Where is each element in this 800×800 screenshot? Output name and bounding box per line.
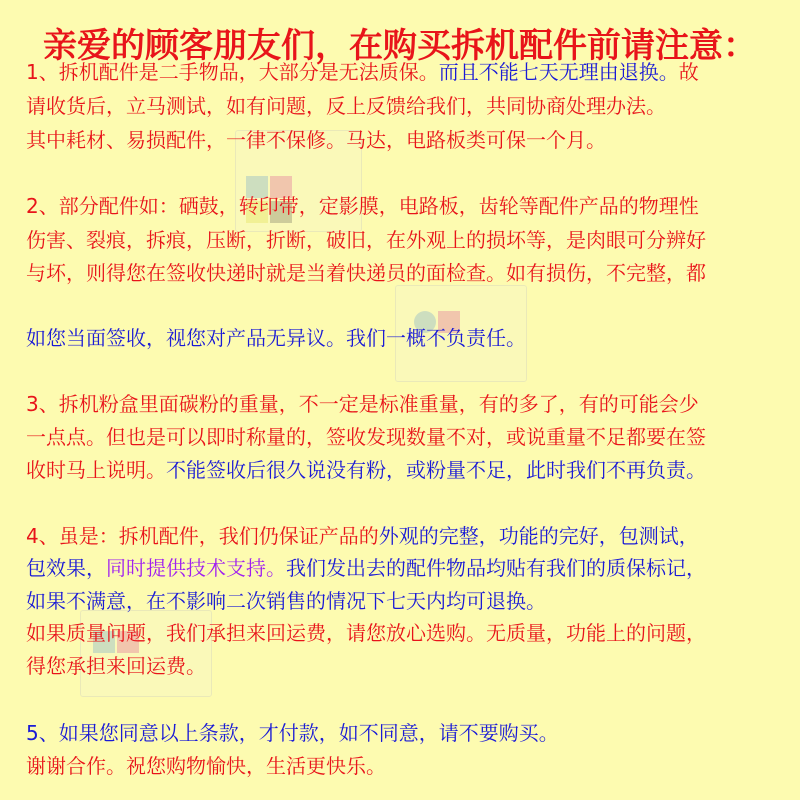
notice-line <box>26 325 790 351</box>
notice-text-segment: 5、如果您同意以上条款，才付款，如不同意，请不要购买。 <box>26 721 559 745</box>
notice-text-segment: 故 <box>678 60 699 84</box>
notice-text-segment: 1、拆机配件是二手物品，大部分是无法质保。 <box>26 60 439 84</box>
notice-line <box>26 93 790 119</box>
notice-line <box>26 555 790 581</box>
notice-text-segment: 不能签收后很久说没有粉，或粉量不足，此时我们不再负责。 <box>166 458 706 482</box>
notice-line <box>26 457 790 483</box>
notice-line <box>26 588 790 614</box>
notice-text-segment: 3、拆机粉盒里面碳粉的重量，不一定是标准重量，有的多了，有的可能会少 <box>26 392 699 416</box>
notice-text-segment: 其中耗材、易损配件，一律不保修。马达，电路板类可保一个月。 <box>26 128 606 152</box>
notice-line <box>26 127 790 153</box>
notice-text-segment: 请收货后，立马测试，如有问题，反上反馈给我们，共同协商处理办法。 <box>26 94 666 118</box>
notice-text-segment: 收时马上说明。 <box>26 458 166 482</box>
notice-text-segment: 我们发出去的配件物品均贴有我们的质保标记， <box>286 556 706 580</box>
notice-text-segment: 与坏，则得您在签收快递时就是当着快递员的面检查。如有损伤，不完整，都 <box>26 261 706 285</box>
page-title: 亲爱的顾客朋友们，在购买拆机配件前请注意： <box>43 26 757 66</box>
notice-text-segment: 如您当面签收，视您对产品无异议。我们一概不负责任。 <box>26 326 526 350</box>
notice-text-segment: 4、虽是：拆机配件，我们仍保证产品的 <box>26 524 379 548</box>
notice-text-segment: 同时提供技术支持。 <box>106 556 286 580</box>
notice-line <box>26 391 790 417</box>
notice-text-segment: 2、部分配件如：硒鼓，转印带，定影膜，电路板，齿轮等配件产品的物理性 <box>26 194 699 218</box>
notice-text-segment: 外观的完整，功能的完好，包测试， <box>378 524 699 548</box>
notice-line <box>26 193 790 219</box>
notice-line <box>26 753 790 779</box>
notice-line <box>26 620 790 646</box>
notice-line <box>26 260 790 286</box>
notice-text-segment: 如果质量问题，我们承担来回运费，请您放心选购。无质量，功能上的问题， <box>26 621 706 645</box>
notice-text-segment: 谢谢合作。祝您购物愉快，生活更快乐。 <box>26 754 386 778</box>
notice-line <box>26 59 790 85</box>
notice-line <box>26 523 790 549</box>
notice-text-segment: 而且不能七天无理由退换。 <box>438 60 679 84</box>
notice-line <box>26 653 790 679</box>
notice-text-segment: 伤害、裂痕，拆痕，压断，折断，破旧，在外观上的损坏等，是肉眼可分辨好 <box>26 228 706 252</box>
notice-text-segment: 如果不满意，在不影响二次销售的情况下七天内均可退换。 <box>26 589 546 613</box>
notice-line <box>26 720 790 746</box>
notice-text-segment: 得您承担来回运费。 <box>26 654 206 678</box>
notice-text-segment: 包效果， <box>26 556 106 580</box>
notice-line <box>26 227 790 253</box>
notice-text-segment: 一点点。但也是可以即时称量的，签收发现数量不对，或说重量不足都要在签 <box>26 425 706 449</box>
notice-line <box>26 424 790 450</box>
